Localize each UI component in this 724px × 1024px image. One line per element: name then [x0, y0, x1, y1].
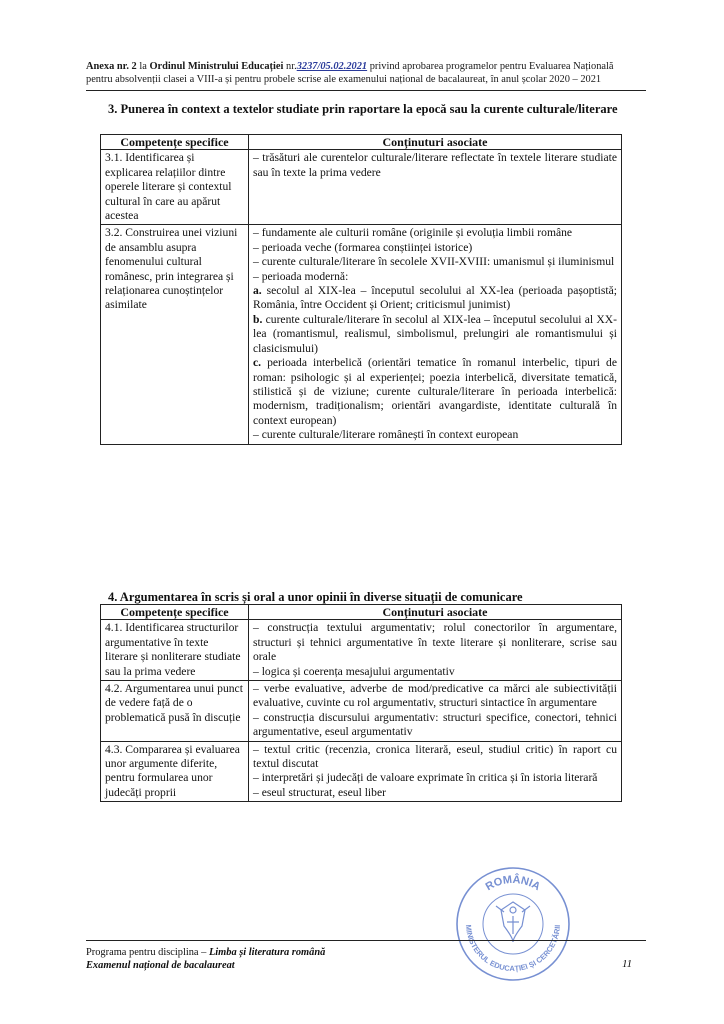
content-item: c. perioada interbelică (orientări tematice în romanul interbelic, tipuri de roman: psihologic și al experienței; poezia interbelică, diversitate tematică, stilistică și de viziune; curente culturale/literare în perioada interbelică: modernism, tradiționalism; orientări avangardiste, identitate culturală în context european)	[253, 356, 617, 427]
content-item: – perioada veche (formarea conștiinței istorice)	[253, 240, 473, 254]
table-header-row	[101, 135, 622, 150]
content-item: – fundamente ale culturii române (originile și evoluția limbii române	[253, 226, 573, 240]
page-footer	[86, 946, 646, 972]
content-item: – curente culturale/literare românești în context european	[253, 428, 519, 442]
column-header-contents: Conținuturi asociate	[249, 135, 622, 150]
content-item: – trăsături ale curentelor culturale/literare reflectate în textele literare studiate sau în texte la prima vedere	[253, 151, 617, 179]
header-line-2: pentru absolvenții clasei a VIII-a și pentru probele scrise ale examenului național de bacalaureat, în anul școlar 2020 – 2021	[86, 74, 602, 85]
section-3-table-body	[101, 150, 622, 444]
content-cell	[249, 225, 622, 444]
order-label: Ordinul Ministrului Educației	[149, 61, 284, 72]
content-cell	[249, 620, 622, 681]
header-divider	[86, 90, 646, 91]
content-cell	[249, 681, 622, 742]
table-header-row	[101, 605, 622, 620]
content-item: b. curente culturale/literare în secolul al XIX-lea – începutul secolului al XX-lea (romantismul, realismul, simbolismul, prelungiri ale romantismului și clasicismului)	[253, 312, 617, 355]
section-4-table-body	[101, 620, 622, 802]
stamp-text-top: ROMÂNIA	[483, 873, 543, 894]
footer-exam-name: Examenul național de bacalaureat	[86, 960, 235, 971]
header-la: la	[139, 61, 147, 72]
column-header-competences: Competențe specifice	[101, 605, 249, 620]
section-4-title: 4. Argumentarea în scris și oral a unor opinii în diverse situații de comunicare	[108, 590, 523, 604]
competence-cell: 3.2. Construirea unei viziuni de ansamblu asupra fenomenului cultural românesc, prin integrarea și relaționarea cunoștințelor asimilate	[101, 225, 249, 444]
section-4-table	[100, 604, 622, 802]
footer-line-2	[86, 959, 646, 972]
content-item: – perioada modernă:	[253, 269, 349, 283]
table-row	[101, 620, 622, 681]
footer-prefix: Programa pentru disciplina –	[86, 947, 207, 958]
competence-cell: 4.2. Argumentarea unui punct de vedere față de o problematică pusă în discuție	[101, 681, 249, 742]
table-row	[101, 741, 622, 802]
competence-cell: 3.1. Identificarea și explicarea relațiilor dintre operele literare și contextul cultural în care au apărut acestea	[101, 150, 249, 225]
footer-subject: Limba și literatura română	[208, 947, 326, 958]
order-number-handwritten: 3237/05.02.2021	[296, 61, 368, 72]
content-item: – curente culturale/literare în secolele XVII-XVIII: umanismul și iluminismul	[253, 255, 615, 269]
svg-text:ROMÂNIA	[484, 873, 543, 893]
column-header-competences: Competențe specifice	[101, 135, 249, 150]
content-item: – verbe evaluative, adverbe de mod/predicative ca mărci ale subiectivității evaluative, cuvinte cu rol argumentativ, structuri sintactice în argumentare	[253, 682, 617, 710]
column-header-contents: Conținuturi asociate	[249, 605, 622, 620]
order-nr-label: nr.	[286, 61, 297, 72]
content-cell	[249, 741, 622, 802]
content-item: – textul critic (recenzia, cronica literară, eseul, studiul critic) în raport cu textul discutat	[253, 742, 617, 771]
header-line1-rest: privind aprobarea programelor pentru Evaluarea Națională	[369, 61, 614, 72]
content-item: – construcția discursului argumentativ: structuri specifice, conectori, tehnici argumentative, eseul argumentativ	[253, 710, 617, 739]
table-row	[101, 225, 622, 444]
content-item: – logica și coerența mesajului argumentativ	[253, 664, 455, 678]
content-item: – construcția textului argumentativ; rolul conectorilor în argumentare, structuri și tehnici argumentative în texte literare și nonliterare, scrise sau orale	[253, 621, 617, 664]
table-row	[101, 150, 622, 225]
section-3-table	[100, 134, 622, 445]
section-3-title: 3. Punerea în context a textelor studiate prin raportare la epocă sau la curente culturale/literare	[108, 102, 618, 116]
table-row	[101, 681, 622, 742]
footer-divider	[86, 940, 646, 941]
content-cell	[249, 150, 622, 225]
coat-of-arms-icon	[496, 902, 530, 942]
stamp-text-bottom: MINISTERUL EDUCAȚIEI ȘI CERCETĂRII	[463, 924, 563, 974]
annex-label: Anexa nr. 2	[86, 61, 137, 72]
content-item: – interpretări și judecăți de valoare exprimate în critica și în istoria literară	[253, 771, 598, 785]
page-header	[86, 60, 646, 86]
competence-cell: 4.3. Compararea și evaluarea unor argumente diferite, pentru formularea unor judecăți proprii	[101, 741, 249, 802]
competence-cell: 4.1. Identificarea structurilor argumentative în texte literare și nonliterare studiate sau la prima vedere	[101, 620, 249, 681]
footer-line-1	[86, 946, 646, 959]
content-item: – eseul structurat, eseul liber	[253, 785, 386, 799]
header-line-1	[86, 60, 646, 73]
page-number: 11	[622, 958, 633, 970]
content-item: a. secolul al XIX-lea – începutul secolului al XX-lea (perioada pașoptistă; România, între Occident și Orient; criticismul junimist)	[253, 284, 617, 312]
